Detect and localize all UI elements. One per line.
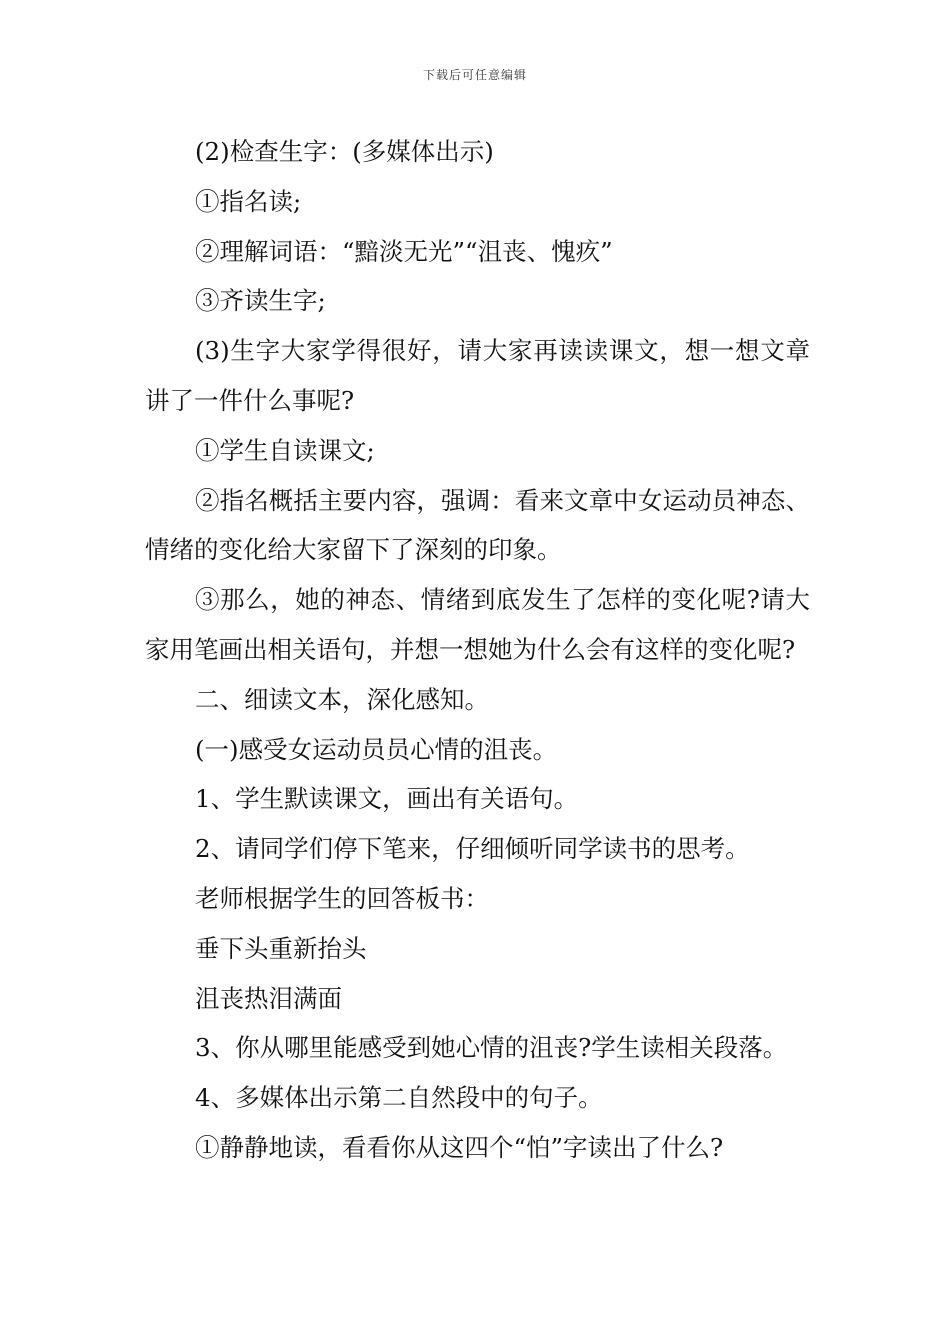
paragraph: ③齐读生字; [195, 286, 326, 316]
page-header: 下载后可任意编辑 [422, 68, 527, 82]
paragraph: 4、多媒体出示第二自然段中的句子。 [195, 1083, 603, 1113]
paragraph: 老师根据学生的回答板书： [195, 883, 489, 913]
paragraph: ①指名读; [195, 186, 302, 216]
paragraph: ①学生自读课文; [195, 435, 375, 465]
paragraph: 沮丧热泪满面 [195, 983, 342, 1013]
paragraph: (2)检查生字：(多媒体出示) [195, 137, 494, 166]
paragraph: ②指名概括主要内容，强调：看来文章中女运动员神态、情绪的变化给大家留下了深刻的印象。 [145, 485, 810, 565]
paragraph: (3)生字大家学得很好，请大家再读读课文，想一想文章讲了一件什么事呢? [145, 336, 810, 415]
paragraph: ①静静地读，看看你从这四个“怕”字读出了什么? [195, 1132, 724, 1162]
paragraph: (一)感受女运动员员心情的沮丧。 [195, 734, 558, 764]
paragraph: ②理解词语：“黯淡无光”“沮丧、愧疚” [195, 236, 613, 266]
paragraph: 3、你从哪里能感受到她心情的沮丧?学生读相关段落。 [195, 1033, 788, 1063]
document-body [145, 127, 810, 1173]
paragraph: 1、学生默读课文，画出有关语句。 [195, 784, 579, 814]
paragraph: 2、请同学们停下笔来，仔细倾听同学读书的思考。 [195, 834, 750, 864]
paragraph: ③那么，她的神态、情绪到底发生了怎样的变化呢?请大家用笔画出相关语句，并想一想她为什么会有这样的变化呢? [145, 585, 810, 664]
paragraph: 垂下头重新抬头 [195, 933, 367, 963]
paragraph: 二、细读文本，深化感知。 [195, 684, 489, 714]
